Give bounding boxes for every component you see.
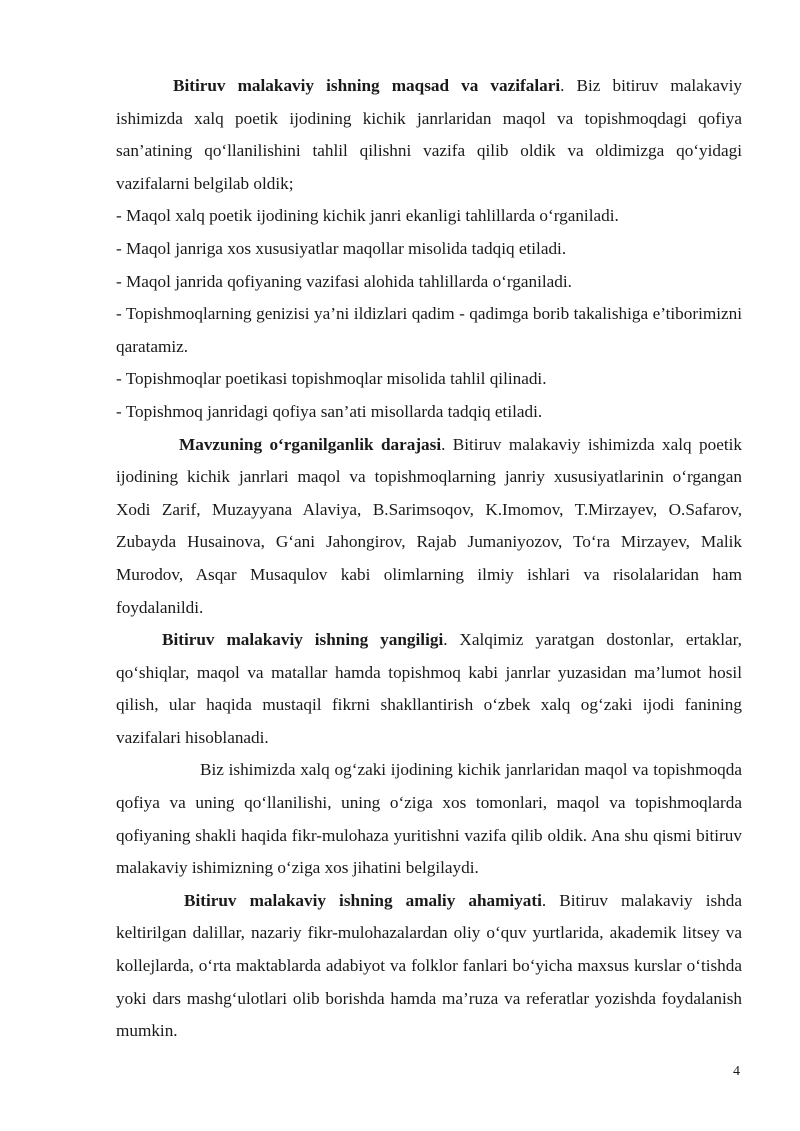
document-page [116, 70, 742, 1048]
practical-heading: Bitiruv malakaviy ishning amaliy ahamiyati [184, 890, 542, 910]
practical-paragraph [116, 885, 742, 1048]
task-item-2: - Maqol janriga xos xususiyatlar maqollar misolida tadqiq etiladi. [116, 238, 567, 258]
task-item-3: - Maqol janrida qofiyaning vazifasi alohida tahlillarda o‘rganiladi. [116, 271, 572, 291]
goals-paragraph [116, 70, 742, 200]
task-item-1: - Maqol xalq poetik ijodining kichik janri ekanligi tahlillarda o‘rganiladi. [116, 206, 619, 226]
studied-text: . Bitiruv malakaviy ishimizda xalq poetik ijodining kichik janrlari maqol va topishmoqlarning janriy xususiyatlarinin o‘rgangan Xodi Zarif, Muzayyana Alaviya, B.Sarimsoqov, K.Imomov, T.Mirzayev, O.Safarov, Zubayda Husainova, G‘ani Jahongirov, Rajab Jumaniyozov, To‘ra Mirzayev, Malik Murodov, Asqar Musaqulov kabi olimlarning ilmiy ishlari va risolalaridan ham foydalanildi. [116, 434, 742, 617]
task-item-5: - Topishmoqlar poetikasi topishmoqlar misolida tahlil qilinadi. [116, 369, 547, 389]
novelty-continuation-paragraph: Biz ishimizda xalq og‘zaki ijodining kichik janrlaridan maqol va topishmoqda qofiya va uning qo‘llanilishi, uning o‘ziga xos tomonlari, maqol va topishmoqlarda qofiyaning shakli haqida fikr-mulohaza yuritishni vazifa qilib oldik. Ana shu qismi bitiruv malakaviy ishimizning o‘ziga xos jihatini belgilaydi. [116, 760, 742, 878]
studied-paragraph [116, 429, 742, 625]
practical-text: . Bitiruv malakaviy ishda keltirilgan dalillar, nazariy fikr-mulohazalardan oliy o‘quv yurtlarida, akademik litsey va kollejlarda, o‘rta maktablarda adabiyot va folklor fanlari bo‘yicha maxsus kurslar o‘tishda yoki dars mashg‘ulotlari olib borishda hamda ma’ruza va referatlar yozishda foydalanish mumkin. [116, 890, 742, 1041]
goals-text: . Biz bitiruv malakaviy ishimizda xalq poetik ijodining kichik janrlaridan maqol va topishmoqdagi qofiya san’atining qo‘llanilishini tahlil qilishni vazifa qilib oldik va oldimizga qo‘yidagi vazifalarni belgilab oldik; [116, 76, 742, 193]
task-item-4: - Topishmoqlarning genizisi ya’ni ildizlari qadim - qadimga borib takalishiga e’tiborimizni qaratamiz. [116, 304, 742, 356]
task-item-6: - Topishmoq janridagi qofiya san’ati misollarda tadqiq etiladi. [116, 401, 543, 421]
studied-heading: Mavzuning o‘rganilganlik darajasi [179, 434, 442, 454]
goals-heading: Bitiruv malakaviy ishning maqsad va vazifalari [173, 76, 561, 95]
novelty-text: . Xalqimiz yaratgan dostonlar, ertaklar, qo‘shiqlar, maqol va matallar hamda topishmoq kabi janrlar yuzasidan ma’lumot hosil qilish, ular haqida mustaqil fikrni shakllantirish o‘zbek xalq og‘zaki ijodi fanining vazifalari hisoblanadi. [116, 630, 742, 747]
novelty-heading: Bitiruv malakaviy ishning yangiligi [162, 630, 444, 650]
page-number: 4 [733, 1064, 740, 1079]
novelty-paragraph [116, 624, 742, 754]
